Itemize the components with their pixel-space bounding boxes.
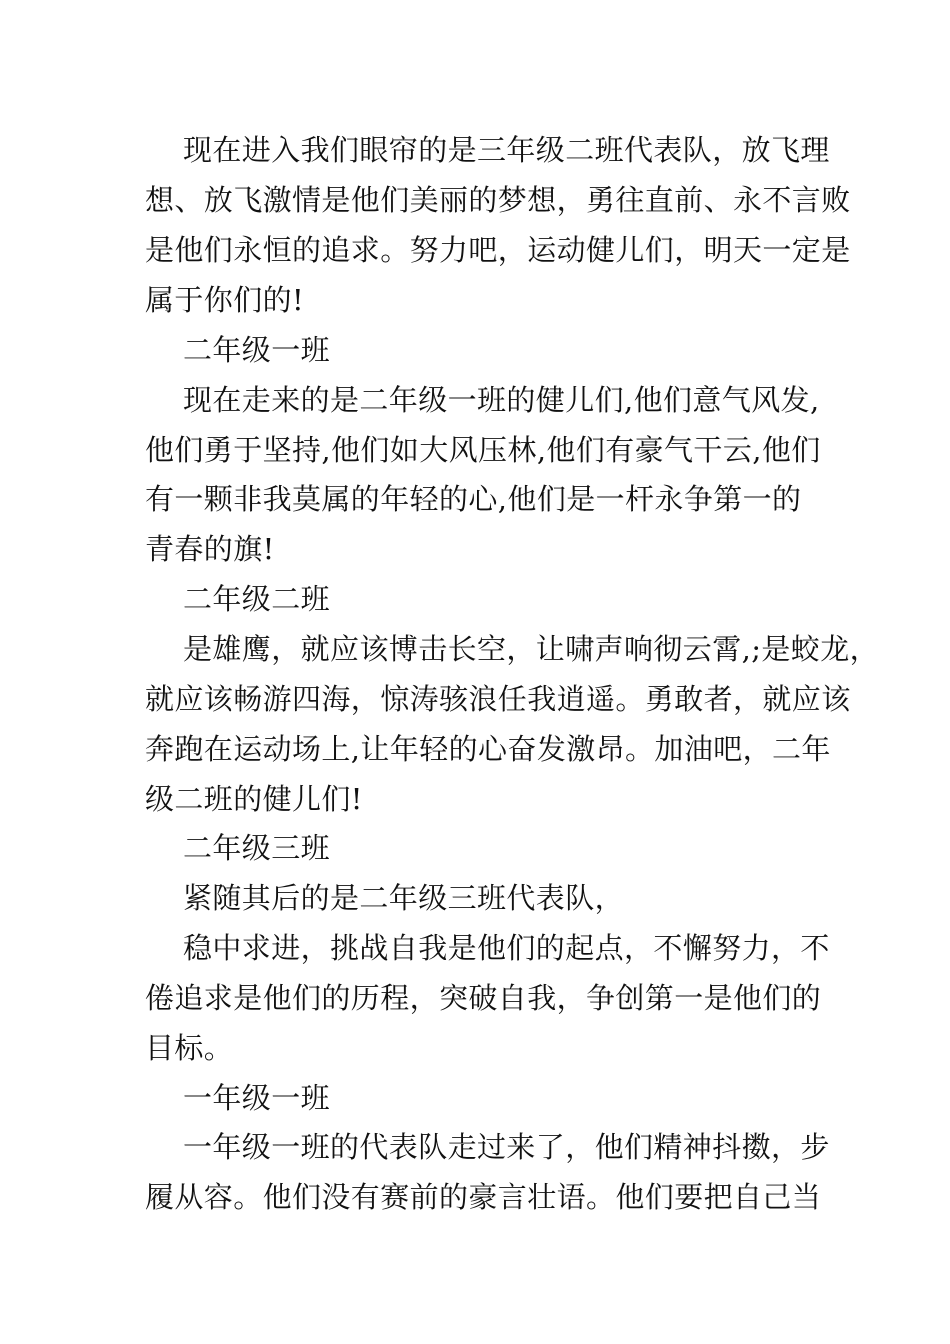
paragraph-line: 青春的旗!: [145, 532, 275, 566]
paragraph-line: 是雄鹰，就应该博击长空，让啸声响彻云霄,;是蛟龙，: [183, 632, 879, 666]
paragraph-line: 有一颗非我莫属的年轻的心,他们是一杆永争第一的: [145, 482, 802, 516]
paragraph-line: 倦追求是他们的历程，突破自我，争创第一是他们的: [145, 981, 822, 1015]
section-heading: 二年级三班: [183, 831, 331, 865]
paragraph-line: 就应该畅游四海，惊涛骇浪任我逍遥。勇敢者，就应该: [145, 682, 851, 716]
section-heading: 二年级一班: [183, 333, 331, 367]
paragraph-line: 级二班的健儿们!: [145, 782, 363, 816]
paragraph-line: 奔跑在运动场上,让年轻的心奋发激昂。加油吧，二年: [145, 732, 831, 766]
paragraph-line: 现在进入我们眼帘的是三年级二班代表队，放飞理: [183, 133, 830, 167]
paragraph-line: 目标。: [145, 1031, 234, 1065]
paragraph-line: 现在走来的是二年级一班的健儿们,他们意气风发,: [183, 383, 820, 417]
section-heading: 一年级一班: [183, 1081, 331, 1115]
paragraph-line: 想、放飞激情是他们美丽的梦想，勇往直前、永不言败: [145, 183, 851, 217]
paragraph-line: 属于你们的!: [145, 283, 305, 317]
paragraph-line: 履从容。他们没有赛前的豪言壮语。他们要把自己当: [145, 1180, 822, 1214]
paragraph-line: 稳中求进，挑战自我是他们的起点，不懈努力，不: [183, 931, 830, 965]
paragraph-line: 紧随其后的是二年级三班代表队，: [183, 881, 625, 915]
paragraph-line: 他们勇于坚持,他们如大风压林,他们有豪气干云,他们: [145, 433, 821, 467]
section-heading: 二年级二班: [183, 582, 331, 616]
paragraph-line: 一年级一班的代表队走过来了，他们精神抖擞，步: [183, 1130, 830, 1164]
paragraph-line: 是他们永恒的追求。努力吧，运动健儿们，明天一定是: [145, 233, 851, 267]
